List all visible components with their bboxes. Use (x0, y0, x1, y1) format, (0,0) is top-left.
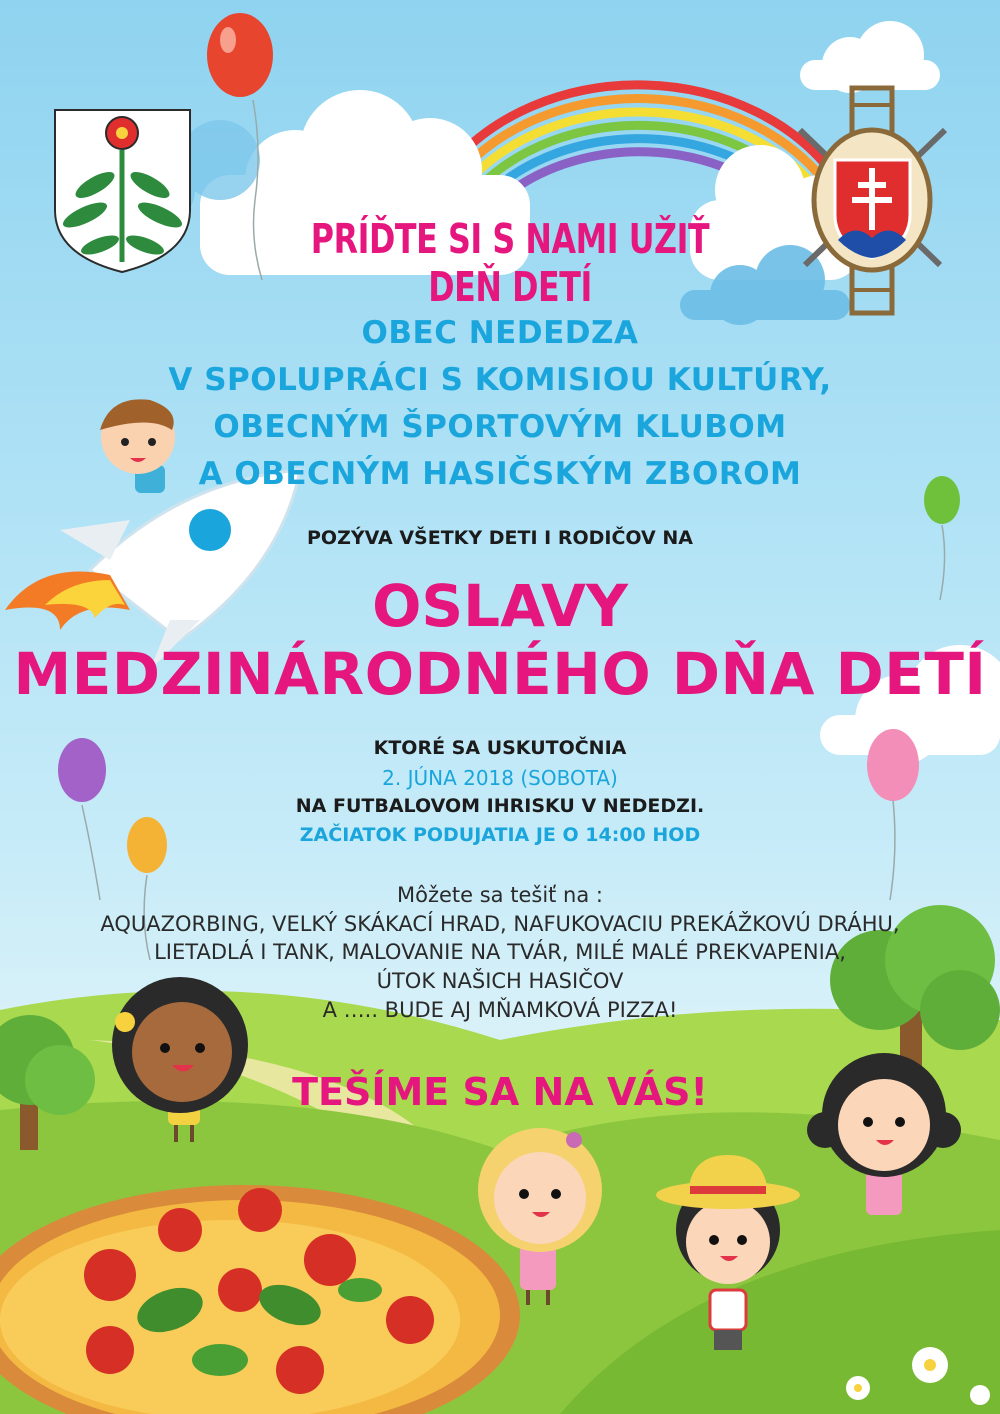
organizer-line: V SPOLUPRÁCI S KOMISIOU KULTÚRY, (168, 362, 832, 398)
event-title-line: MEDZINÁRODNÉHO DŇA DETÍ (13, 640, 987, 708)
event-title-line: OSLAVY (372, 572, 628, 640)
organizer-line: A OBECNÝM HASIČSKÝM ZBOROM (198, 456, 802, 492)
activities-intro: Môžete sa tešiť na : (397, 883, 603, 907)
activity-line: LIETADLÁ I TANK, MALOVANIE NA TVÁR, MILÉ MALÉ PREKVAPENIA, (154, 940, 846, 964)
details-intro: KTORÉ SA USKUTOČNIA (373, 737, 627, 759)
closing-line: TEŠÍME SA NA VÁS! (292, 1070, 708, 1114)
organizer-line: OBECNÝM ŠPORTOVÝM KLUBOM (213, 409, 787, 445)
event-place: NA FUTBALOVOM IHRISKU V NEDEDZI. (295, 795, 705, 817)
activity-line: A ….. BUDE AJ MŇAMKOVÁ PIZZA! (322, 998, 678, 1022)
organizer-line: OBEC NEDEDZA (361, 315, 639, 351)
activity-line: ÚTOK NAŠICH HASIČOV (376, 969, 624, 993)
village-coat-of-arms (55, 110, 190, 272)
headline: PRÍĎTE SI S NAMI UŽIŤ DEŇ DETÍ (310, 215, 710, 311)
activity-line: AQUAZORBING, VELKÝ SKÁKACÍ HRAD, NAFUKOVACIU PREKÁŽKOVÚ DRÁHU, (100, 912, 900, 936)
invite-line: POZÝVA VŠETKY DETI I RODIČOV NA (307, 527, 693, 549)
event-start-time: ZAČIATOK PODUJATIA JE O 14:00 HOD (299, 824, 701, 846)
purple-balloon (58, 738, 106, 900)
cloud-top-far (800, 21, 940, 93)
event-date: 2. JÚNA 2018 (SOBOTA) (382, 766, 618, 790)
